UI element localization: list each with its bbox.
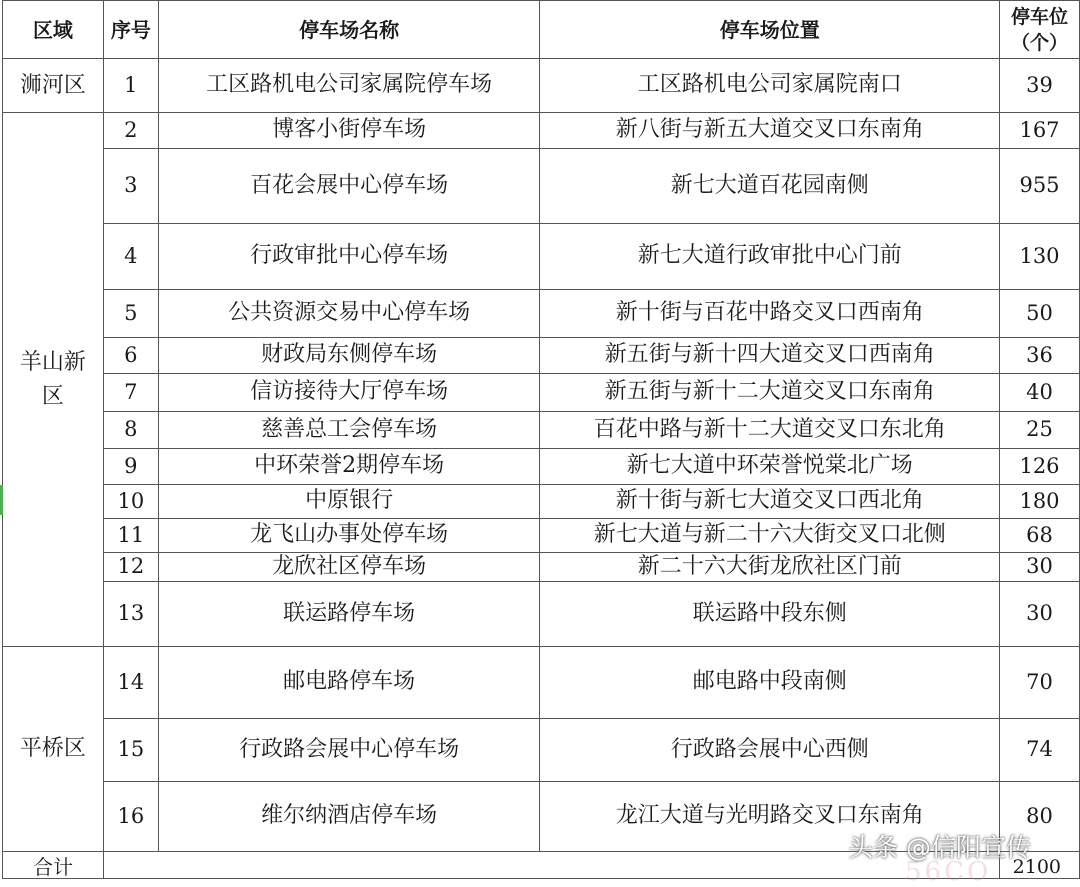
left-edge-marker <box>0 485 3 515</box>
name-cell: 维尔纳酒店停车场 <box>158 782 540 852</box>
location-cell: 龙江大道与光明路交叉口东南角 <box>540 782 1000 852</box>
faint-watermark: 56CO <box>905 857 992 887</box>
name-cell: 百花会展中心停车场 <box>158 149 540 224</box>
seq-cell: 10 <box>103 485 158 519</box>
spaces-cell: 50 <box>1000 290 1080 338</box>
table-row <box>3 59 1080 113</box>
seq-cell: 7 <box>103 374 158 412</box>
location-cell: 新十街与新七大道交叉口西北角 <box>540 485 1000 519</box>
table-row <box>3 224 1080 290</box>
table-row <box>3 290 1080 338</box>
table-row <box>3 647 1080 719</box>
location-cell: 新七大道百花园南侧 <box>540 149 1000 224</box>
name-cell: 公共资源交易中心停车场 <box>158 290 540 338</box>
spaces-cell: 130 <box>1000 224 1080 290</box>
spaces-cell: 126 <box>1000 449 1080 485</box>
name-cell: 信访接待大厅停车场 <box>158 374 540 412</box>
seq-cell: 13 <box>103 582 158 647</box>
header-name: 停车场名称 <box>158 1 540 59</box>
total-label: 合计 <box>3 852 104 879</box>
seq-cell: 4 <box>103 224 158 290</box>
source-watermark: 头条 @信阳宣传 <box>848 833 1031 862</box>
location-cell: 新七大道中环荣誉悦棠北广场 <box>540 449 1000 485</box>
seq-cell: 2 <box>103 113 158 149</box>
name-cell: 行政路会展中心停车场 <box>158 719 540 782</box>
seq-cell: 14 <box>103 647 158 719</box>
spaces-cell: 40 <box>1000 374 1080 412</box>
header-spaces: 停车位（个） <box>1000 1 1080 59</box>
header-seq: 序号 <box>103 1 158 59</box>
name-cell: 中原银行 <box>158 485 540 519</box>
region-cell: 浉河区 <box>3 59 104 113</box>
seq-cell: 15 <box>103 719 158 782</box>
name-cell: 联运路停车场 <box>158 582 540 647</box>
name-cell: 工区路机电公司家属院停车场 <box>158 59 540 113</box>
spaces-cell: 39 <box>1000 59 1080 113</box>
location-cell: 新七大道与新二十六大街交叉口北侧 <box>540 519 1000 553</box>
spaces-cell: 70 <box>1000 647 1080 719</box>
name-cell: 行政审批中心停车场 <box>158 224 540 290</box>
table-row <box>3 485 1080 519</box>
name-cell: 龙飞山办事处停车场 <box>158 519 540 553</box>
spaces-cell: 180 <box>1000 485 1080 519</box>
seq-cell: 11 <box>103 519 158 553</box>
name-cell: 龙欣社区停车场 <box>158 553 540 582</box>
location-cell: 邮电路中段南侧 <box>540 647 1000 719</box>
table-row <box>3 113 1080 149</box>
name-cell: 中环荣誉2期停车场 <box>158 449 540 485</box>
seq-cell: 16 <box>103 782 158 852</box>
spaces-cell: 80 <box>1000 782 1080 852</box>
header-region: 区域 <box>3 1 104 59</box>
seq-cell: 3 <box>103 149 158 224</box>
name-cell: 财政局东侧停车场 <box>158 338 540 374</box>
spaces-cell: 30 <box>1000 553 1080 582</box>
location-cell: 行政路会展中心西侧 <box>540 719 1000 782</box>
location-cell: 联运路中段东侧 <box>540 582 1000 647</box>
name-cell: 慈善总工会停车场 <box>158 412 540 449</box>
parking-table <box>2 0 1080 879</box>
spaces-cell: 68 <box>1000 519 1080 553</box>
location-cell: 新五街与新十二大道交叉口东南角 <box>540 374 1000 412</box>
spaces-cell: 74 <box>1000 719 1080 782</box>
spaces-cell: 36 <box>1000 338 1080 374</box>
seq-cell: 6 <box>103 338 158 374</box>
name-cell: 邮电路停车场 <box>158 647 540 719</box>
location-cell: 百花中路与新十二大道交叉口东北角 <box>540 412 1000 449</box>
spaces-cell: 30 <box>1000 582 1080 647</box>
header-row <box>3 1 1080 59</box>
table-row <box>3 374 1080 412</box>
location-cell: 工区路机电公司家属院南口 <box>540 59 1000 113</box>
header-location: 停车场位置 <box>540 1 1000 59</box>
seq-cell: 12 <box>103 553 158 582</box>
table-row <box>3 519 1080 553</box>
table-row <box>3 449 1080 485</box>
region-cell: 平桥区 <box>3 647 104 852</box>
location-cell: 新八街与新五大道交叉口东南角 <box>540 113 1000 149</box>
location-cell: 新十街与百花中路交叉口西南角 <box>540 290 1000 338</box>
spaces-cell: 955 <box>1000 149 1080 224</box>
total-value: 2100 <box>1000 852 1080 879</box>
region-cell: 羊山新区 <box>3 113 104 647</box>
table-row <box>3 149 1080 224</box>
location-cell: 新七大道行政审批中心门前 <box>540 224 1000 290</box>
location-cell: 新五街与新十四大道交叉口西南角 <box>540 338 1000 374</box>
spaces-cell: 25 <box>1000 412 1080 449</box>
seq-cell: 8 <box>103 412 158 449</box>
seq-cell: 9 <box>103 449 158 485</box>
table-row <box>3 582 1080 647</box>
location-cell: 新二十六大街龙欣社区门前 <box>540 553 1000 582</box>
seq-cell: 1 <box>103 59 158 113</box>
seq-cell: 5 <box>103 290 158 338</box>
table-row <box>3 719 1080 782</box>
table-row <box>3 338 1080 374</box>
table-row <box>3 553 1080 582</box>
table-row <box>3 412 1080 449</box>
spaces-cell: 167 <box>1000 113 1080 149</box>
name-cell: 博客小街停车场 <box>158 113 540 149</box>
